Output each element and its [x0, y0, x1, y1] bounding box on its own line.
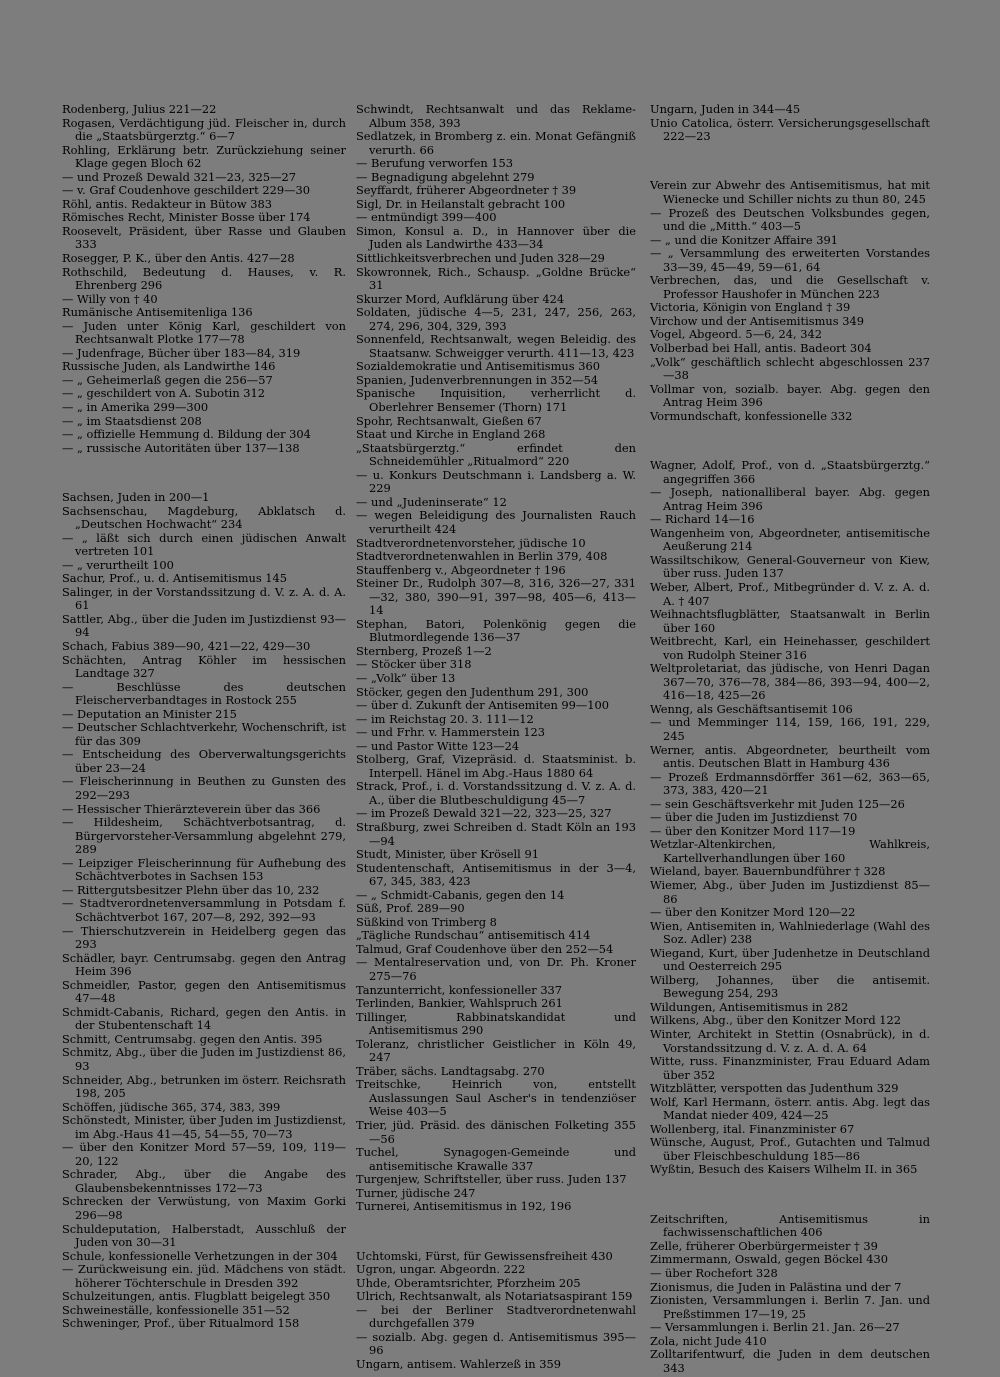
index-entry: Unio Catolica, österr. Versicherungsgesellschaft 222—23	[650, 115, 930, 144]
index-entry: Schneider, Abg., betrunken im österr. Reichsrath 198, 205	[62, 1072, 346, 1101]
index-entry: — sozialb. Abg. gegen d. Antisemitismus 395—96	[356, 1329, 636, 1358]
index-column-2	[356, 103, 636, 1372]
index-entry: Uchtomski, Fürst, für Gewissensfreiheit 430	[356, 1248, 613, 1263]
index-entry: Zimmermann, Oswald, gegen Böckel 430	[650, 1252, 889, 1267]
index-entry: Süßkind von Trimberg 8	[356, 914, 497, 929]
index-entry: — Prozeß des Deutschen Volksbundes gegen, und die „Mitth.“ 403—5	[650, 205, 930, 234]
index-entry: — Stöcker über 318	[356, 657, 472, 672]
index-entry: Wyßtin, Besuch des Kaisers Wilhelm II. in 365	[650, 1162, 918, 1177]
index-entry: Schächten, Antrag Köhler im hessischen Landtage 327	[62, 652, 346, 681]
index-entry: — über Rochefort 328	[650, 1266, 778, 1280]
index-entry: Zelle, früherer Oberbürgermeister † 39	[650, 1238, 878, 1253]
index-entry: Studentenschaft, Antisemitismus in der 3—4, 67, 345, 383, 423	[356, 860, 636, 889]
index-entry: Talmud, Graf Coudenhove über den 252—54	[356, 941, 614, 956]
index-entry: Stöcker, gegen den Judenthum 291, 300	[356, 684, 589, 699]
index-entry: Verbrechen, das, und die Gesellschaft v. Professor Haushofer in München 223	[650, 273, 930, 301]
index-entry: Schwindt, Rechtsanwalt und das Reklame-Album 358, 393	[356, 102, 636, 130]
index-entry: Wagner, Adolf, Prof., von d. „Staatsbürgerztg.“ angegriffen 366	[650, 458, 930, 486]
index-entry: — „ im Staatsdienst 208	[62, 413, 202, 428]
index-entry: Schmitt, Centrumsabg. gegen den Antis. 395	[62, 1031, 323, 1046]
index-entry: Tuchel, Synagogen-Gemeinde und antisemitische Krawalle 337	[356, 1145, 636, 1173]
index-entry: Salinger, in der Vorstandssitzung d. V. z. A. d. A. 61	[62, 584, 346, 613]
index-entry: — sein Geschäftsverkehr mit Juden 125—26	[650, 796, 905, 811]
index-entry: Weihnachtsflugblätter, Staatsanwalt in Berlin über 160	[650, 607, 930, 635]
index-entry: „Staatsbürgerztg.“ erfindet den Schneidemühler „Ritualmord“ 220	[356, 440, 636, 469]
index-entry: — „ Geheimerlaß gegen die 256—57	[62, 372, 273, 387]
index-entry: Träber, sächs. Landtagsabg. 270	[356, 1063, 545, 1078]
index-entry: Skurzer Mord, Aufklärung über 424	[356, 291, 565, 306]
index-entry: Stephan, Batori, Polenkönig gegen die Blutmordlegende 136—37	[356, 616, 636, 645]
index-entry: — Juden unter König Karl, geschildert von Rechtsanwalt Plotke 177—78	[62, 318, 346, 347]
index-entry: Seyffardt, früherer Abgeordneter † 39	[356, 183, 577, 198]
index-entry: — Zurückweisung ein. jüd. Mädchens von städt. höherer Töchterschule in Dresden 392	[62, 1262, 346, 1290]
index-entry: Wilkens, Abg., über den Konitzer Mord 122	[650, 1013, 901, 1028]
index-entry: — und Memminger 114, 159, 166, 191, 229, 245	[650, 715, 930, 743]
index-entry: — und Frhr. v. Hammerstein 123	[356, 725, 546, 740]
index-entry: Tanzunterricht, konfessioneller 337	[356, 982, 563, 997]
index-entry: Spohr, Rechtsanwalt, Gießen 67	[356, 413, 542, 428]
index-entry: — Entscheidung des Oberverwaltungsgerichts über 23—24	[62, 747, 346, 775]
index-entry: Wildungen, Antisemitismus in 282	[650, 999, 849, 1014]
index-entry: Römisches Recht, Minister Bosse über 174	[62, 210, 311, 225]
section-gap	[356, 1225, 636, 1238]
index-entry: — im Reichstag 20. 3. 111—12	[356, 711, 534, 726]
index-entry: Schrader, Abg., über die Angabe des Glaubensbekenntnisses 172—73	[62, 1167, 346, 1195]
index-entry: — über den Konitzer Mord 117—19	[650, 823, 856, 838]
index-entry: — „ russische Autoritäten über 137—138	[62, 440, 300, 455]
index-entry: Spanische Inquisition, verherrlicht d. Oberlehrer Bensemer (Thorn) 171	[356, 386, 636, 415]
index-entry: Zeitschriften, Antisemitismus in fachwissenschaftlichen 406	[650, 1211, 930, 1240]
index-entry: Verein zur Abwehr des Antisemitismus, hat mit Wienecke und Schiller nichts zu thun 80, 245	[650, 178, 930, 206]
index-entry: — Deutscher Schlachtverkehr, Wochenschrift, ist für das 309	[62, 720, 346, 748]
index-entry: Ungarn, Juden in 344—45	[650, 102, 801, 116]
index-entry: Tillinger, Rabbinatskandidat und Antisemitismus 290	[356, 1009, 636, 1038]
index-entry: Wangenheim von, Abgeordneter, antisemitische Aeußerung 214	[650, 525, 930, 554]
index-entry: — „ in Amerika 299—300	[62, 400, 209, 415]
index-entry: — über d. Zukunft der Antisemiten 99—100	[356, 698, 610, 713]
index-entry: Ulrich, Rechtsanwalt, als Notariatsaspirant 159	[356, 1289, 633, 1304]
index-entry: — „ verurtheilt 100	[62, 557, 174, 572]
index-entry: Ungarn, antisem. Wahlerzeß in 359	[356, 1357, 562, 1371]
index-entry: — „ läßt sich durch einen jüdischen Anwalt vertreten 101	[62, 530, 346, 559]
index-entry: Rohling, Erklärung betr. Zurückziehung seiner Klage gegen Bloch 62	[62, 142, 346, 171]
index-entry: — Judenfrage, Bücher über 183—84, 319	[62, 345, 301, 360]
index-entry: Sattler, Abg., über die Juden im Justizdienst 93—94	[62, 611, 346, 640]
index-entry: Staat und Kirche in England 268	[356, 427, 546, 442]
index-entry: Toleranz, christlicher Geistlicher in Köln 49, 247	[356, 1036, 636, 1065]
index-entry: Schöffen, jüdische 365, 374, 383, 399	[62, 1099, 281, 1114]
index-entry: Studt, Minister, über Krösell 91	[356, 847, 539, 862]
index-entry: — Stadtverordnetenversammlung in Potsdam f. Schächtverbot 167, 207—8, 292, 392—93	[62, 896, 346, 924]
index-entry: — Richard 14—16	[650, 512, 755, 527]
index-entry: Winter, Architekt in Stettin (Osnabrück), in d. Vorstandssitzung d. V. z. A. d. A. 64	[650, 1027, 930, 1055]
index-entry: Vormundschaft, konfessionelle 332	[650, 408, 853, 423]
index-entry: — und „Judeninserate“ 12	[356, 494, 507, 509]
index-entry: Russische Juden, als Landwirthe 146	[62, 359, 276, 374]
index-entry: Wieland, bayer. Bauernbundführer † 328	[650, 864, 886, 879]
index-entry: Wilberg, Johannes, über die antisemit. Bewegung 254, 293	[650, 972, 930, 1001]
index-entry: Weltproletariat, das jüdische, von Henri Dagan 367—70, 376—78, 384—86, 393—94, 400—2, 416—18, 425—26	[650, 661, 930, 703]
index-entry: Wien, Antisemiten in, Wahlniederlage (Wahl des Soz. Adler) 238	[650, 918, 930, 947]
index-entry: Zionismus, die Juden in Palästina und der 7	[650, 1279, 902, 1294]
index-entry: — Leipziger Fleischerinnung für Aufhebung des Schächtverbotes in Sachsen 153	[62, 855, 346, 884]
index-entry: Straßburg, zwei Schreiben d. Stadt Köln an 193—94	[356, 819, 636, 848]
index-entry: — und Pastor Witte 123—24	[356, 738, 520, 753]
index-entry: Stolberg, Graf, Vizepräsid. d. Staatsminist. b. Interpell. Hänel im Abg.-Haus 1880 64	[356, 752, 636, 780]
index-entry: Ugron, ungar. Abgeordn. 222	[356, 1262, 526, 1277]
index-entry: Steiner Dr., Rudolph 307—8, 316, 326—27, 331—32, 380, 390—91, 397—98, 405—6, 413—14	[356, 576, 636, 618]
index-entry: — „ und die Konitzer Affaire 391	[650, 232, 838, 247]
index-entry: — „ offizielle Hemmung d. Bildung der 304	[62, 427, 311, 442]
index-entry: Wiegand, Kurt, über Judenhetze in Deutschland und Oesterreich 295	[650, 945, 930, 974]
index-entry: Sigl, Dr. in Heilanstalt gebracht 100	[356, 196, 566, 211]
index-entry: Terlinden, Bankier, Wahlspruch 261	[356, 996, 563, 1011]
index-entry: Werner, antis. Abgeordneter, beurtheilt vom antis. Deutschen Blatt in Hamburg 436	[650, 742, 930, 771]
index-entry: Turgenjew, Schriftsteller, über russ. Juden 137	[356, 1172, 627, 1187]
index-entry: — „ Schmidt-Cabanis, gegen den 14	[356, 887, 565, 902]
index-entry: Sternberg, Prozeß 1—2	[356, 643, 492, 658]
index-entry: Schuldeputation, Halberstadt, Ausschluß der Juden von 30—31	[62, 1221, 346, 1250]
index-entry: Simon, Konsul a. D., in Hannover über die Juden als Landwirthe 433—34	[356, 223, 636, 252]
index-entry: Sachur, Prof., u. d. Antisemitismus 145	[62, 571, 288, 586]
index-entry: Turnerei, Antisemitismus in 192, 196	[356, 1199, 572, 1214]
index-entry: Treitschke, Heinrich von, entstellt Auslassungen Saul Ascher's in tendenziöser Weise 403—5	[356, 1077, 636, 1119]
index-entry: Rumänische Antisemitenliga 136	[62, 305, 253, 320]
index-entry: — Thierschutzverein in Heidelberg gegen das 293	[62, 923, 346, 952]
index-entry: Wassiltschikow, General-Gouverneur von Kiew, über russ. Juden 137	[650, 552, 930, 581]
index-entry: Sachsenschau, Magdeburg, Abklatsch d. „Deutschen Hochwacht“ 234	[62, 503, 346, 532]
index-entry: Schönstedt, Minister, über Juden im Justizdienst, im Abg.-Haus 41—45, 54—55, 70—73	[62, 1113, 346, 1141]
index-entry: Sonnenfeld, Rechtsanwalt, wegen Beleidig. des Staatsanw. Schweigger verurth. 411—13, 423	[356, 332, 636, 360]
index-entry: Soldaten, jüdische 4—5, 231, 247, 256, 263, 274, 296, 304, 329, 393	[356, 305, 636, 333]
index-entry: Sedlatzek, in Bromberg z. ein. Monat Gefängniß verurth. 66	[356, 129, 636, 157]
index-entry: Stauffenberg v., Abgeordneter † 196	[356, 562, 566, 577]
index-entry: Zolltarifentwurf, die Juden in dem deutschen 343	[650, 1347, 930, 1375]
index-entry: — entmündigt 399—400	[356, 210, 497, 225]
index-entry: — bei der Berliner Stadtverordnetenwahl durchgefallen 379	[356, 1302, 636, 1331]
index-entry: — Versammlungen i. Berlin 21. Jan. 26—27	[650, 1320, 900, 1335]
index-column-3	[650, 103, 930, 1375]
index-entry: — „ geschildert von A. Subotin 312	[62, 386, 266, 401]
index-entry: Rosegger, P. K., über den Antis. 427—28	[62, 251, 295, 266]
index-entry: — Joseph, nationalliberal bayer. Abg. gegen Antrag Heim 396	[650, 485, 930, 513]
index-entry: — über die Juden im Justizdienst 70	[650, 810, 858, 825]
index-entry: — Fleischerinnung in Beuthen zu Gunsten des 292—293	[62, 774, 346, 803]
index-entry: — Hessischer Thierärzteverein über das 366	[62, 801, 321, 816]
index-entry: — Beschlüsse des deutschen Fleischerverbandtages in Rostock 255	[62, 679, 346, 708]
index-entry: Vogel, Abgeord. 5—6, 24, 342	[650, 327, 822, 342]
index-entry: Süß, Prof. 289—90	[356, 901, 465, 916]
index-entry: Virchow und der Antisemitismus 349	[650, 313, 864, 328]
index-entry: Roosevelt, Präsident, über Rasse und Glauben 333	[62, 223, 346, 252]
section-gap	[650, 155, 930, 168]
index-entry: — Rittergutsbesitzer Plehn über das 10, 232	[62, 882, 320, 897]
index-entry: Schädler, bayr. Centrumsabg. gegen den Antrag Heim 396	[62, 950, 346, 979]
index-entry: Schmitz, Abg., über die Juden im Justizdienst 86, 93	[62, 1045, 346, 1073]
index-entry: Spanien, Judenverbrennungen in 352—54	[356, 372, 599, 387]
index-entry: Schule, konfessionelle Verhetzungen in der 304	[62, 1248, 338, 1263]
index-entry: — Mentalreservation und, von Dr. Ph. Kroner 275—76	[356, 955, 636, 983]
index-entry: Schmidt-Cabanis, Richard, gegen den Antis. in der Stubentenschaft 14	[62, 1004, 346, 1033]
index-entry: — über den Konitzer Mord 57—59, 109, 119—20, 122	[62, 1140, 346, 1168]
index-entry: „Tägliche Rundschau“ antisemitisch 414	[356, 928, 591, 943]
index-entry: Schach, Fabius 389—90, 421—22, 429—30	[62, 639, 311, 654]
index-entry: Uhde, Oberamtsrichter, Pforzheim 205	[356, 1275, 581, 1290]
index-entry: Schweninger, Prof., über Ritualmord 158	[62, 1316, 300, 1331]
index-entry: Zola, nicht Jude 410	[650, 1333, 767, 1348]
index-entry: — Berufung verworfen 153	[356, 156, 514, 171]
index-entry: Wiemer, Abg., über Juden im Justizdienst 85—86	[650, 878, 930, 906]
index-entry: Schweineställe, konfessionelle 351—52	[62, 1302, 290, 1317]
index-entry: Volberbad bei Hall, antis. Badeort 304	[650, 340, 872, 355]
index-entry: Strack, Prof., i. d. Vorstandssitzung d. V. z. A. d. A., über die Blutbeschuldigung 45—7	[356, 779, 636, 807]
index-entry: Röhl, antis. Redakteur in Bütow 383	[62, 196, 272, 211]
index-entry: Wetzlar-Altenkirchen, Wahlkreis, Kartellverhandlungen über 160	[650, 837, 930, 865]
index-entry: — Hildesheim, Schächtverbotsantrag, d. Bürgervorsteher-Versammlung abgelehnt 279, 289	[62, 815, 346, 857]
index-entry: Wenng, als Geschäftsantisemit 106	[650, 701, 853, 716]
index-entry: Stadtverordnetenwahlen in Berlin 379, 408	[356, 549, 608, 564]
index-entry: — wegen Beleidigung des Journalisten Rauch verurtheilt 424	[356, 508, 636, 536]
index-entry: — Prozeß Erdmannsdörffer 361—62, 363—65, 373, 383, 420—21	[650, 769, 930, 798]
index-entry: — Begnadigung abgelehnt 279	[356, 169, 535, 184]
index-entry: — v. Graf Coudenhove geschildert 229—30	[62, 183, 310, 198]
index-entry: Stadtverordnetenvorsteher, jüdische 10	[356, 535, 586, 550]
index-entry: Sittlichkeitsverbrechen und Juden 328—29	[356, 251, 605, 266]
index-entry: Rogasen, Verdächtigung jüd. Fleischer in, durch die „Staatsbürgerztg.“ 6—7	[62, 115, 346, 144]
index-entry: — im Prozeß Dewald 321—22, 323—25, 327	[356, 806, 612, 821]
index-entry: Weber, Albert, Prof., Mitbegründer d. V. z. A. d. A. † 407	[650, 579, 930, 608]
index-entry: Schulzeitungen, antis. Flugblatt beigelegt 350	[62, 1289, 331, 1304]
index-entry: Zionisten, Versammlungen i. Berlin 7. Jan. und Preßstimmen 17—19, 25	[650, 1293, 930, 1321]
index-entry: Rothschild, Bedeutung d. Hauses, v. R. Ehrenberg 296	[62, 264, 346, 293]
index-entry: — Willy von † 40	[62, 291, 158, 306]
index-entry: Trier, jüd. Präsid. des dänischen Folketing 355—56	[356, 1118, 636, 1146]
index-column-1	[62, 103, 346, 1331]
index-entry: — „Volk“ über 13	[356, 670, 456, 685]
index-entry: — über den Konitzer Mord 120—22	[650, 905, 856, 920]
index-entry: Turner, jüdische 247	[356, 1185, 476, 1200]
section-gap	[62, 467, 346, 480]
index-entry: Victoria, Königin von England † 39	[650, 300, 851, 315]
index-entry: — „ Versammlung des erweiterten Vorstandes 33—39, 45—49, 59—61, 64	[650, 246, 930, 274]
index-entry: „Volk“ geschäftlich schlecht abgeschlossen 237—38	[650, 354, 930, 383]
index-entry: Rodenberg, Julius 221—22	[62, 102, 217, 116]
index-entry: Wünsche, August, Prof., Gutachten und Talmud über Fleischbeschuldung 185—86	[650, 1135, 930, 1163]
index-entry: — u. Konkurs Deutschmann i. Landsberg a. W. 229	[356, 467, 636, 496]
index-entry: Weitbrecht, Karl, ein Heinehasser, geschildert von Rudolph Steiner 316	[650, 634, 930, 662]
index-entry: Wollenberg, ital. Finanzminister 67	[650, 1121, 855, 1136]
index-entry: Wolf, Karl Hermann, österr. antis. Abg. legt das Mandat nieder 409, 424—25	[650, 1094, 930, 1123]
index-entry: Sozialdemokratie und Antisemitismus 360	[356, 359, 600, 374]
section-gap	[650, 435, 930, 448]
index-entry: Witzblätter, verspotten das Judenthum 329	[650, 1081, 899, 1096]
section-gap	[650, 1188, 930, 1201]
index-entry: Sachsen, Juden in 200—1	[62, 490, 210, 504]
index-entry: — Deputation an Minister 215	[62, 706, 237, 721]
index-entry: Vollmar von, sozialb. bayer. Abg. gegen den Antrag Heim 396	[650, 381, 930, 410]
index-entry: — und Prozeß Dewald 321—23, 325—27	[62, 169, 296, 184]
index-entry: Schrecken der Verwüstung, von Maxim Gorki 296—98	[62, 1194, 346, 1222]
index-entry: Schmeidler, Pastor, gegen den Antisemitismus 47—48	[62, 977, 346, 1006]
index-entry: Skowronnek, Rich., Schausp. „Goldne Brücke“ 31	[356, 264, 636, 293]
index-entry: Witte, russ. Finanzminister, Frau Eduard Adam über 352	[650, 1054, 930, 1082]
